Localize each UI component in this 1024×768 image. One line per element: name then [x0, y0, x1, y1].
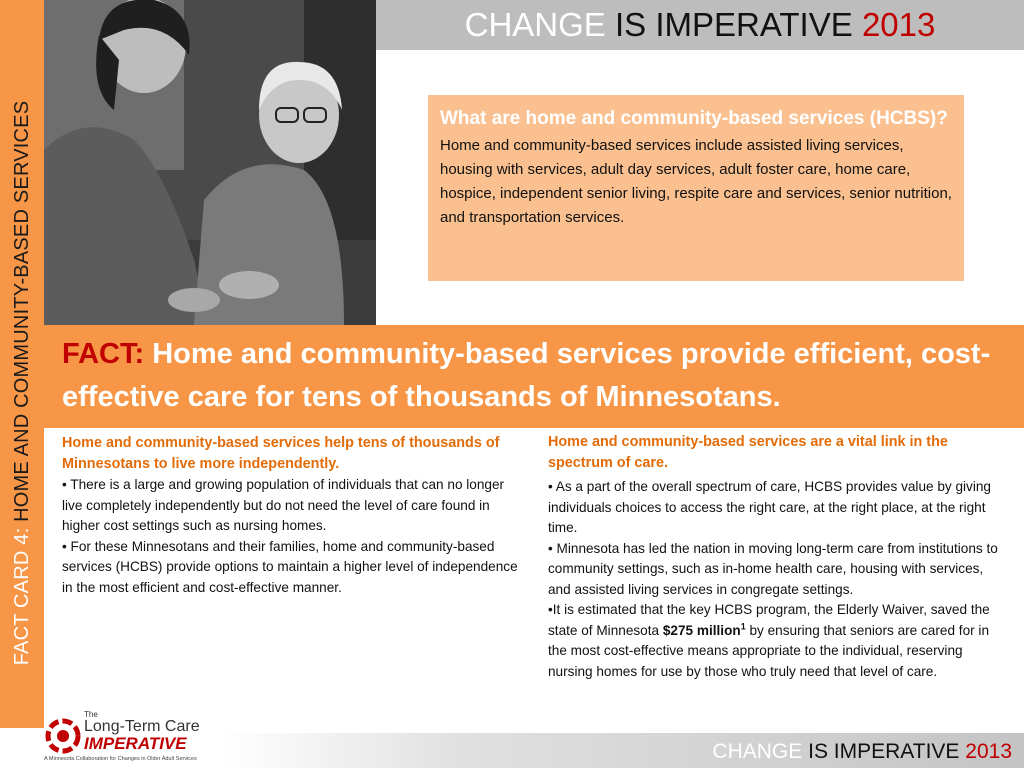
right-column [548, 432, 1004, 682]
header-year: 2013 [861, 6, 936, 43]
footer-word-imperative: IS IMPERATIVE [808, 740, 960, 763]
header-title [376, 4, 1024, 46]
footnote-marker: 1 [740, 620, 746, 631]
left-bullet-2: • For these Minnesotans and their families, home and community-based services (HCBS) provide options to maintain a higher level of independence in the most efficient and cost-effective manner. [62, 538, 518, 595]
fact-text: Home and community-based services provide efficient, cost-effective care for tens of thousands of Minnesotans. [62, 338, 991, 413]
footer-title [712, 737, 1012, 767]
right-bullet-3 [548, 600, 1004, 682]
header-word-change: CHANGE [464, 6, 606, 43]
logo-imperative: IMPERATIVE [84, 734, 187, 753]
right-bullet-3-start: •It is estimated that the key HCBS program, the Elderly Waiver, saved the state of Minnesota [548, 602, 990, 638]
logo-tagline: A Minnesota Collaboration for Changes in Older Adult Services [44, 756, 197, 762]
logo-emblem-icon [44, 714, 82, 758]
left-bullet-1: • There is a large and growing population of individuals that can no longer live completely independently but do not need the level of care found in higher cost settings such as nursing homes. [62, 477, 505, 533]
footer-year: 2013 [965, 740, 1012, 763]
hcbs-definition-box [428, 95, 964, 281]
side-title [6, 33, 38, 733]
header-word-imperative: IS IMPERATIVE [614, 6, 853, 43]
footer-word-change: CHANGE [712, 740, 803, 763]
right-column-heading: Home and community-based services are a vital link in the spectrum of care. [548, 434, 948, 471]
photo-illustration [44, 0, 376, 325]
savings-amount: $275 million [662, 622, 741, 638]
fact-statement [62, 333, 1024, 419]
fact-label: FACT: [62, 338, 145, 370]
right-bullet-1: • As a part of the overall spectrum of care, HCBS provides value by giving individuals choices to access the right care, at the right place, at the right time. [548, 479, 991, 535]
logo-the: The [84, 710, 98, 719]
hcbs-question-heading: What are home and community-based services (HCBS)? [440, 108, 948, 129]
caregiver-photo [44, 0, 376, 325]
fact-banner [44, 325, 1024, 428]
side-title-text: HOME AND COMMUNITY-BASED SERVICES [11, 100, 33, 522]
left-column-heading: Home and community-based services help tens of thousands of Minnesotans to live more independently. [62, 435, 500, 472]
logo-name: Long-Term Care [84, 718, 200, 735]
right-bullet-2: • Minnesota has led the nation in moving long-term care from institutions to community settings, such as in-home health care, housing with services, and assisted living services in congregate settings. [548, 540, 998, 597]
right-bullet-3-end: by ensuring that seniors are cared for in the most cost-effective means appropriate to the individual, reserving nursing homes for use by those who truly need that level of care. [548, 622, 990, 679]
hcbs-definition-text: Home and community-based services include assisted living services, housing with services, adult day services, adult foster care, home care, hospice, independent senior living, respite care and services, senior nutrition, and transportation services. [440, 137, 952, 226]
left-column [62, 433, 524, 598]
side-title-prefix: FACT CARD 4: [11, 527, 33, 666]
long-term-care-imperative-logo [44, 706, 224, 768]
